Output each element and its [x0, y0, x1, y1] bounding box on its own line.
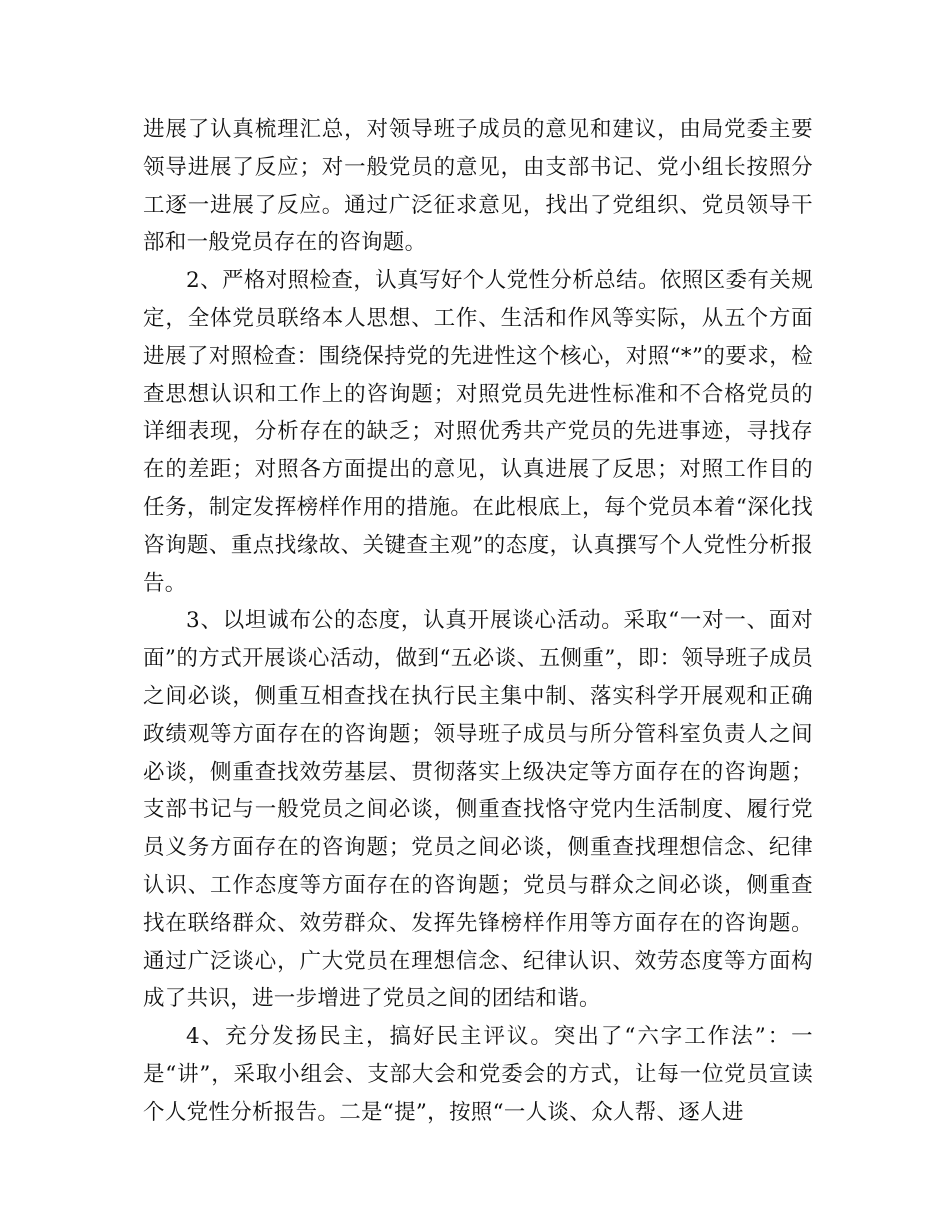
paragraph-section-2: 2、严格对照检查，认真写好个人党性分析总结。依照区委有关规定，全体党员联络本人思想、工作、生活和作风等实际，从五个方面进展了对照检查：围绕保持党的先进性这个核心，对照“*”的要求，检查思想认识和工作上的咨询题；对照党员先进性标准和不合格党员的详细表现，分析存在的缺乏；对照优秀共产党员的先进事迹，寻找存在的差距；对照各方面提出的意见，认真进展了反思；对照工作目的任务，制定发挥榜样作用的措施。在此根底上，每个党员本着“深化找咨询题、重点找缘故、关键查主观”的态度，认真撰写个人党性分析报告。	[143, 268, 813, 596]
paragraph-section-3: 3、以坦诚布公的态度，认真开展谈心活动。采取“一对一、面对面”的方式开展谈心活动，做到“五必谈、五侧重”，即：领导班子成员之间必谈，侧重互相查找在执行民主集中制、落实科学开展观和正确政绩观等方面存在的咨询题；领导班子成员与所分管科室负责人之间必谈，侧重查找效劳基层、贯彻落实上级决定等方面存在的咨询题；支部书记与一般党员之间必谈，侧重查找恪守党内生活制度、履行党员义务方面存在的咨询题；党员之间必谈，侧重查找理想信念、纪律认识、工作态度等方面存在的咨询题；党员与群众之间必谈，侧重查找在联络群众、效劳群众、发挥先锋榜样作用等方面存在的咨询题。通过广泛谈心，广大党员在理想信念、纪律认识、效劳态度等方面构成了共识，进一步增进了党员之间的团结和谐。	[143, 608, 813, 1012]
paragraph-section-4: 4、充分发扬民主，搞好民主评议。突出了“六字工作法”：一是“讲”，采取小组会、支部大会和党委会的方式，让每一位党员宣读个人党性分析报告。二是“提”，按照“一人谈、众人帮、逐人进	[143, 1024, 813, 1125]
document-body	[143, 111, 813, 1132]
paragraph-continuation: 进展了认真梳理汇总，对领导班子成员的意见和建议，由局党委主要领导进展了反应；对一般党员的意见，由支部书记、党小组长按照分工逐一进展了反应。通过广泛征求意见，找出了党组织、党员领导干部和一般党员存在的咨询题。	[143, 117, 813, 256]
